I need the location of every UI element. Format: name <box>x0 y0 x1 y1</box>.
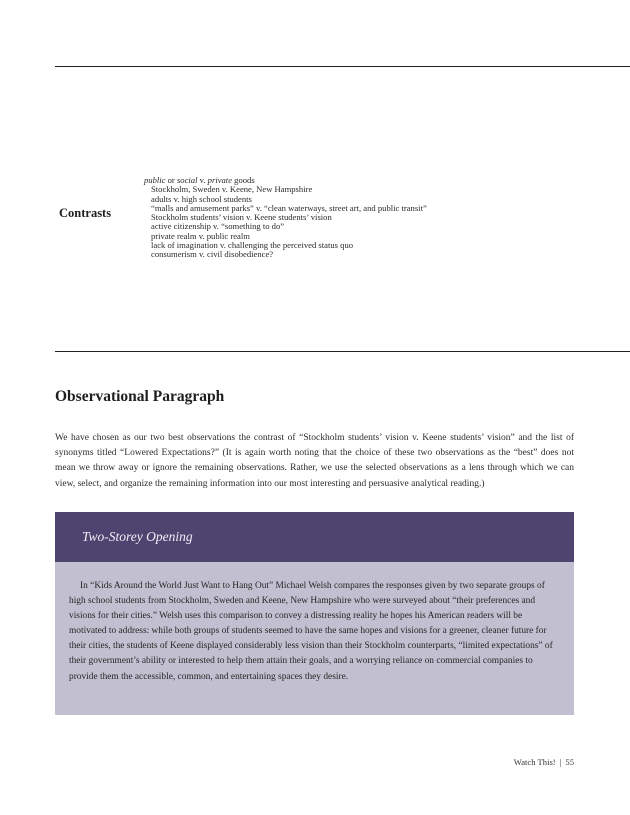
contrast-term-social: social <box>176 175 198 185</box>
section-heading: Observational Paragraph <box>55 388 225 405</box>
observational-paragraph: We have chosen as our two best observations the contrast of “Stockholm students’ vision v. Keene students’ vision” and the list of synonyms titled “Lowered Expectations?” (It is again worth noting that the choice of these two observations as the “best” does not mean we throw away or ignore the remaining observations. Rather, we use the selected observations as a lens through which we can view, select, and organize the remaining information into our most interesting and persuasive analytical reading.) <box>55 433 574 489</box>
contrast-connector: v. <box>197 175 208 185</box>
contrast-item: “malls and amusement parks” v. “clean waterways, street art, and public transit” <box>151 202 427 213</box>
contrast-term-private: private <box>207 175 233 185</box>
footer-separator: | <box>559 757 562 767</box>
contrast-item: private realm v. public realm <box>151 230 250 241</box>
callout-body <box>55 562 574 715</box>
contrast-item: lack of imagination v. challenging the perceived status quo <box>151 240 354 251</box>
contrast-item: Stockholm students’ vision v. Keene students’ vision <box>151 212 332 223</box>
callout-header <box>55 512 574 562</box>
contrast-item: adults v. high school students <box>151 193 252 204</box>
callout-text: In “Kids Around the World Just Want to Hang Out” Michael Welsh compares the responses given by two separate groups of high school students from Stockholm, Sweden and Keene, New Hampshire who were surveyed about “their preferences and visions for their cities.” Welsh uses this comparison to convey a distressing reality he hopes his American readers will be motivated to address: while both groups of students seemed to have the same hopes and visions for a greener, cleaner future for their cities, the students of Keene displayed considerably less vision than their Stockholm counterparts, “limited expectations” of their government’s ability or interested to help them attain their goals, and a worrying reliance on commercial companies to provide them the accessible, common, and entertaining spaces they desire. <box>69 581 553 682</box>
contrast-tail: goods <box>232 175 255 185</box>
contrast-item: Stockholm, Sweden v. Keene, New Hampshire <box>151 184 313 195</box>
contrasts-label: Contrasts <box>59 206 112 220</box>
contrast-item: active citizenship v. “something to do” <box>151 221 285 232</box>
contrast-list <box>144 176 427 260</box>
page-footer <box>514 757 574 767</box>
callout-title: Two-Storey Opening <box>82 529 193 544</box>
footer-title: Watch This! <box>513 757 556 767</box>
contrast-connector: or <box>165 175 177 185</box>
callout-box <box>55 512 574 715</box>
contrast-item: consumerism v. civil disobedience? <box>151 249 274 260</box>
page-number: 55 <box>565 757 574 767</box>
middle-divider <box>55 351 630 352</box>
contrast-term-public: public <box>144 175 166 185</box>
top-divider <box>55 66 630 67</box>
